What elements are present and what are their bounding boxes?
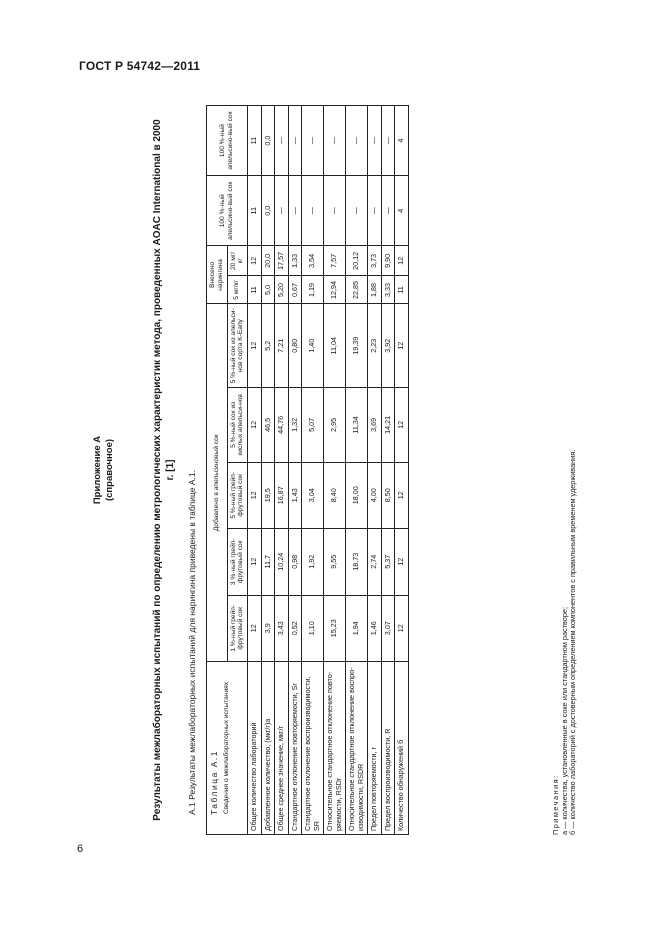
table-cell: 7,57: [324, 246, 346, 276]
table-cell: 20,0: [261, 246, 275, 276]
table-cell: —: [302, 176, 324, 246]
table-cell: 3,92: [381, 304, 395, 388]
table-cell: 0,52: [288, 595, 302, 661]
table-cell: —: [381, 106, 395, 176]
table-cell: 14,21: [381, 388, 395, 462]
table-cell: 8,50: [381, 462, 395, 528]
appendix-heading: [92, 95, 116, 845]
table-cell: 11,7: [261, 529, 275, 595]
table-cell: 8,40: [324, 462, 346, 528]
note-a: а — количества, установленные в соке или стандартном растворе;: [559, 607, 569, 835]
appendix-main-title: Результаты межлабораторных испытаний по определению метрологических характеристик метода, проведенных AOAC International в 2000 г. [1]: [152, 119, 176, 821]
table-cell: 17,57: [275, 246, 289, 276]
table-row: [248, 106, 262, 835]
table-cell: —: [381, 176, 395, 246]
table-cell: 3,54: [302, 246, 324, 276]
table-row: [324, 106, 346, 835]
column-header: 5 %-ный сок из кислых апельси-нов: [227, 388, 248, 462]
table-cell: —: [368, 106, 382, 176]
table-cell: 12: [395, 304, 409, 388]
results-table: [206, 105, 409, 835]
table-cell: 12,94: [324, 276, 346, 304]
table-cell: 1,43: [288, 462, 302, 528]
table-cell: 5,37: [381, 529, 395, 595]
table-cell: 0,0: [261, 106, 275, 176]
rotated-page-content: [90, 95, 620, 845]
row-label: Добавленное количество, (мкг/г)а: [261, 662, 275, 835]
table-cell: 19,5: [261, 462, 275, 528]
table-cell: 1,33: [288, 246, 302, 276]
column-header: 100 %-ный апельсино-вый сок: [207, 106, 248, 176]
table-cell: —: [346, 176, 368, 246]
group-header-added: Добавлено в апельсиновый сок: [207, 304, 228, 662]
table-cell: —: [288, 176, 302, 246]
table-cell: 1,46: [368, 595, 382, 661]
corner-header: Сведения о межлабораторных испытаниях: [207, 662, 248, 835]
column-header: 1 %-ный грейп-фрутовый сок: [227, 595, 248, 661]
table-row: [346, 106, 368, 835]
table-cell: 44,76: [275, 388, 289, 462]
table-cell: 12: [395, 246, 409, 276]
appendix-subtitle: (справочное): [104, 438, 115, 502]
table-cell: 11: [248, 176, 262, 246]
table-cell: 2,23: [368, 304, 382, 388]
table-cell: 22,85: [346, 276, 368, 304]
table-cell: 12: [248, 462, 262, 528]
table-cell: 3,07: [381, 595, 395, 661]
row-label: Стандартное отклонение воспроизводимости, SR: [302, 662, 324, 835]
table-cell: 12: [395, 388, 409, 462]
group-header-external: Внесено нарингина: [207, 246, 228, 304]
table-cell: 12: [395, 529, 409, 595]
row-label: Относительное стандартное отклонение повто-ряемости, RSDr: [324, 662, 346, 835]
table-cell: 9,55: [324, 529, 346, 595]
column-header: 100 %-ный апельсино-вый сок: [207, 176, 248, 246]
table-cell: 18,00: [346, 462, 368, 528]
table-cell: 11,04: [324, 304, 346, 388]
table-cell: —: [288, 106, 302, 176]
row-label: Предел воспроизводимости, R: [381, 662, 395, 835]
table-cell: 2,95: [324, 388, 346, 462]
table-cell: 3,33: [381, 276, 395, 304]
row-label: Предел повторяемости, r: [368, 662, 382, 835]
table-cell: 2,74: [368, 529, 382, 595]
table-cell: 3,9: [261, 595, 275, 661]
table-cell: 11: [248, 106, 262, 176]
column-header: 20 мг/кг: [227, 246, 248, 276]
table-cell: 1,88: [368, 276, 382, 304]
table-cell: 12: [395, 595, 409, 661]
table-cell: 1,19: [302, 276, 324, 304]
table-cell: 4: [395, 106, 409, 176]
table-cell: 3,04: [302, 462, 324, 528]
table-cell: 10,24: [275, 529, 289, 595]
table-cell: 18,73: [346, 529, 368, 595]
table-cell: 12: [248, 595, 262, 661]
intro-paragraph: А.1 Результаты межлабораторных испытаний для нарингина приведены в таблице А.1.: [187, 470, 197, 815]
table-cell: 1,92: [302, 529, 324, 595]
table-cell: 4,00: [368, 462, 382, 528]
table-caption: Таблица А.1: [209, 750, 219, 815]
table-cell: 11,34: [346, 388, 368, 462]
table-cell: 5,2: [261, 304, 275, 388]
table-cell: 3,73: [368, 246, 382, 276]
table-cell: 12: [248, 304, 262, 388]
row-label: Стандартное отклонение повторяемости, Sr: [288, 662, 302, 835]
standard-header: ГОСТ Р 54742—2011: [79, 59, 201, 73]
row-label: Количество обнаружений б: [395, 662, 409, 835]
table-row: [368, 106, 382, 835]
table-cell: 12: [248, 388, 262, 462]
table-cell: 12: [248, 246, 262, 276]
table-cell: 20,12: [346, 246, 368, 276]
table-cell: —: [302, 106, 324, 176]
row-label: Общее количество лабораторий: [248, 662, 262, 835]
table-cell: 12: [248, 529, 262, 595]
table-cell: —: [275, 106, 289, 176]
notes-heading: Примечания:: [551, 774, 560, 835]
table-cell: 7,21: [275, 304, 289, 388]
table-cell: 9,90: [381, 246, 395, 276]
table-cell: 0,67: [288, 276, 302, 304]
table-cell: 0,80: [288, 304, 302, 388]
row-label: Относительное стандартное отклонение воспро-изводимости, RSDR: [346, 662, 368, 835]
table-row: [395, 106, 409, 835]
table-cell: 12: [395, 462, 409, 528]
table-cell: 3,43: [275, 595, 289, 661]
table-cell: —: [275, 176, 289, 246]
table-cell: 4: [395, 176, 409, 246]
table-cell: 1,40: [302, 304, 324, 388]
page-number: 6: [77, 843, 84, 855]
table-cell: —: [324, 106, 346, 176]
table-cell: 11: [248, 276, 262, 304]
table-cell: 19,39: [346, 304, 368, 388]
column-header: 5 мг/кг: [227, 276, 248, 304]
table-cell: —: [346, 106, 368, 176]
table-cell: 16,87: [275, 462, 289, 528]
column-header: 3 %-ный грейп-фрутовый сок: [227, 529, 248, 595]
column-header: 5 %-ный грейп-фрутовый сок: [227, 462, 248, 528]
table-cell: 11: [395, 276, 409, 304]
table-cell: —: [324, 176, 346, 246]
table-row: [275, 106, 289, 835]
table-cell: 0,98: [288, 529, 302, 595]
table-cell: 5,20: [275, 276, 289, 304]
table-row: [261, 106, 275, 835]
table-cell: —: [368, 176, 382, 246]
appendix-title: Приложение А: [92, 435, 103, 505]
table-notes: [552, 135, 578, 835]
table-cell: 0,0: [261, 176, 275, 246]
table-row: [302, 106, 324, 835]
table-cell: 46,5: [261, 388, 275, 462]
row-label: Общее среднее значение, мкг/г: [275, 662, 289, 835]
table-body: [248, 106, 409, 835]
table-row: [381, 106, 395, 835]
table-cell: 5,07: [302, 388, 324, 462]
table-cell: 1,10: [302, 595, 324, 661]
table-cell: 15,23: [324, 595, 346, 661]
table-cell: 5,0: [261, 276, 275, 304]
note-b: б — количество лабораторий с достоверным определением компонентов с правильным временем удерживания.: [568, 449, 577, 835]
table-row: [288, 106, 302, 835]
table-cell: 3,69: [368, 388, 382, 462]
column-header: 5 %-ный сок из апельси-нов сорта K-Early: [227, 304, 248, 388]
table-cell: 1,94: [346, 595, 368, 661]
table-cell: 1,32: [288, 388, 302, 462]
